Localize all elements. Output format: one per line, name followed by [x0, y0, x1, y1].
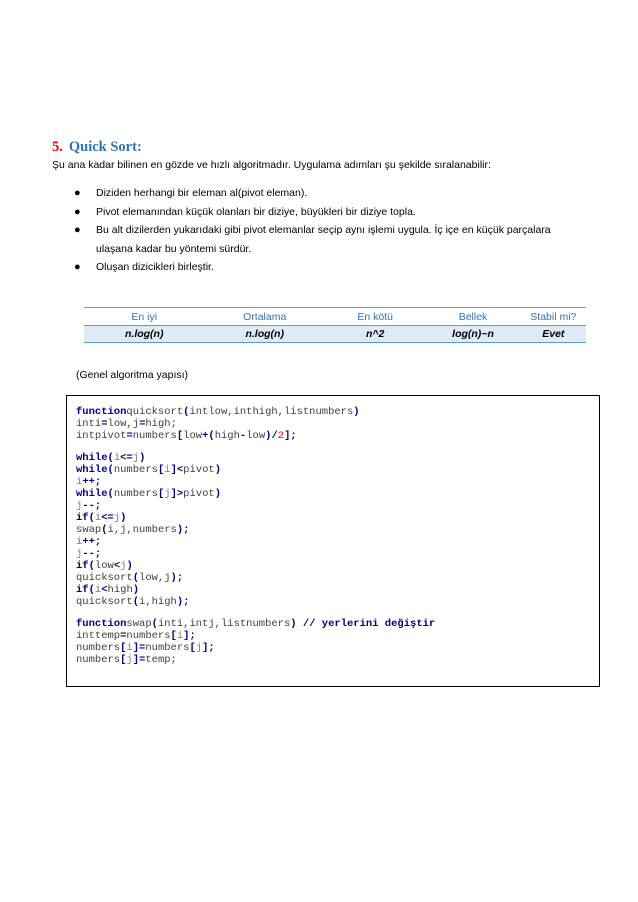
header-average: Ortalama	[204, 308, 324, 326]
code-line: while(numbers[i]<pivot)	[76, 464, 221, 476]
list-item-text: Oluşan dizicikleri birleştir.	[96, 261, 214, 273]
complexity-table	[84, 307, 586, 343]
list-item	[74, 184, 584, 203]
code-line: while(numbers[j]>pivot)	[76, 488, 221, 500]
table-row	[84, 326, 586, 343]
cell-memory: log(n)~n	[425, 326, 520, 343]
code-line: swap(i,j,numbers);	[76, 524, 190, 536]
bullet-icon: ●	[74, 205, 81, 218]
code-line: if(low<j)	[76, 560, 133, 572]
section-number: 5.	[52, 139, 63, 155]
code-line: quicksort(low,j);	[76, 572, 184, 584]
cell-average: n.log(n)	[204, 326, 324, 343]
bullet-icon: ●	[74, 187, 81, 199]
code-line: functionswap(inti,intj,listnumbers) // yerlerini değiştir	[76, 618, 436, 630]
bullet-icon: ●	[74, 261, 81, 273]
code-caption: (Genel algoritma yapısı)	[76, 369, 189, 381]
list-item	[74, 221, 584, 258]
code-line: j--;	[76, 500, 102, 512]
header-memory: Bellek	[425, 308, 520, 326]
code-line: if(i<=j)	[76, 512, 127, 524]
section-heading	[52, 139, 142, 156]
code-line: inti=low,j=high;	[76, 418, 177, 430]
list-item-text: Pivot elemanından küçük olanları bir diziye, büyükleri bir diziye topla.	[96, 205, 416, 218]
table-header-row	[84, 308, 586, 326]
cell-worst: n^2	[325, 326, 425, 343]
code-block	[66, 395, 600, 687]
code-line: intpivot=numbers[low+(high-low)/2];	[76, 430, 297, 442]
code-comment: // yerlerini değiştir	[296, 618, 436, 630]
code-line: quicksort(i,high);	[76, 596, 190, 608]
list-item	[74, 258, 584, 277]
cell-stable: Evet	[521, 326, 586, 343]
code-line: j--;	[76, 548, 102, 560]
steps-list	[74, 184, 584, 277]
header-best: En iyi	[84, 308, 204, 326]
code-line: i++;	[76, 476, 102, 488]
header-stable: Stabil mi?	[521, 308, 586, 326]
code-line: i++;	[76, 536, 102, 548]
code-line: inttemp=numbers[i];	[76, 630, 196, 642]
list-item-text: Bu alt dizilerden yukarıdaki gibi pivot elemanlar seçip aynı işlemi uygula. İç içe en küçük parçalara ulaşana kadar bu yöntemi sürdür.	[96, 224, 551, 255]
code-line: functionquicksort(intlow,inthigh,listnumbers)	[76, 406, 360, 418]
header-worst: En kötü	[325, 308, 425, 326]
code-line: if(i<high)	[76, 584, 140, 596]
intro-paragraph: Şu ana kadar bilinen en gözde ve hızlı algoritmadır. Uygulama adımları şu şekilde sıralanabilir:	[52, 159, 491, 171]
section-title: Quick Sort:	[68, 139, 142, 155]
list-item-text: Diziden herhangi bir eleman al(pivot eleman).	[96, 187, 308, 199]
code-line: numbers[i]=numbers[j];	[76, 642, 215, 654]
list-item	[74, 203, 584, 222]
code-line: numbers[j]=temp;	[76, 654, 177, 666]
bullet-icon: ●	[74, 224, 81, 236]
code-line: while(i<=j)	[76, 452, 146, 464]
cell-best: n.log(n)	[84, 326, 204, 343]
